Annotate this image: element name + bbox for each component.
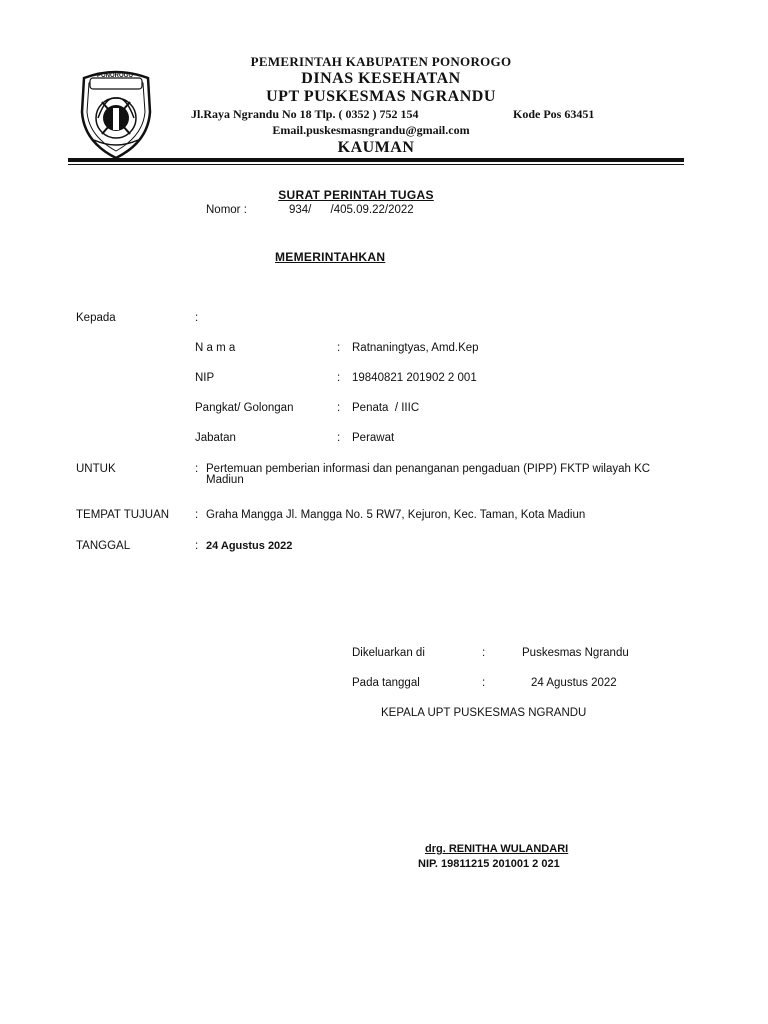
order-heading: MEMERINTAHKAN [275,250,386,264]
institution-name: UPT PUSKESMAS NGRANDU [266,88,496,105]
issued-date-colon: : [482,677,486,689]
rank-value: Penata / IIIC [352,402,420,414]
institution-address: Jl.Raya Ngrandu No 18 Tlp. ( 0352 ) 752 154 [191,107,419,121]
recipient-colon: : [195,312,199,324]
letter-number-label: Nomor : [206,204,247,216]
rank-label: Pangkat/ Golongan [195,402,294,414]
government-name: PEMERINTAH KABUPATEN PONOROGO [250,54,512,69]
logo-caption: PONOROGO [97,73,134,79]
name-value: Ratnaningtyas, Amd.Kep [352,342,479,354]
department-name: DINAS KESEHATAN [301,70,461,87]
signatory-title: KEPALA UPT PUSKESMAS NGRANDU [381,707,587,719]
letterhead-divider-thick [68,158,684,162]
nip-value: 19840821 201902 2 001 [352,372,477,384]
destination-value: Graha Mangga Jl. Mangga No. 5 RW7, Kejuron, Kec. Taman, Kota Madiun [206,509,586,521]
destination-colon: : [195,509,199,521]
letter-title: SURAT PERINTAH TUGAS [278,188,434,202]
regency-logo [76,68,156,160]
signatory-name: drg. RENITHA WULANDARI [425,843,569,855]
purpose-label: UNTUK [76,463,116,475]
date-label: TANGGAL [76,540,131,552]
village-name: KAUMAN [337,139,415,156]
postal-code: Kode Pos 63451 [513,107,595,121]
regency-emblem-icon [76,68,156,160]
recipient-label: Kepada [76,312,116,324]
signatory-nip: NIP. 19811215 201001 2 021 [418,858,560,870]
date-value: 24 Agustus 2022 [206,540,293,552]
institution-email: Email.puskesmasngrandu@gmail.com [272,123,470,137]
nip-colon: : [337,372,341,384]
position-label: Jabatan [195,432,236,444]
issued-at-value: Puskesmas Ngrandu [522,647,629,659]
issued-at-label: Dikeluarkan di [352,647,425,659]
name-colon: : [337,342,341,354]
rank-colon: : [337,402,341,414]
name-label: N a m a [195,342,236,354]
position-value: Perawat [352,432,395,444]
purpose-colon: : [195,463,199,475]
issued-date-label: Pada tanggal [352,677,420,689]
date-colon: : [195,540,199,552]
position-colon: : [337,432,341,444]
purpose-value: Pertemuan pemberian informasi dan penanganan pengaduan (PIPP) FKTP wilayah KC Madiun [206,463,651,486]
letterhead-divider-thin [68,164,684,165]
letter-number: 934/ /405.09.22/2022 [289,204,414,216]
issued-at-colon: : [482,647,486,659]
destination-label: TEMPAT TUJUAN [76,509,170,521]
nip-label: NIP [195,372,215,384]
issued-date-value: 24 Agustus 2022 [531,677,617,689]
